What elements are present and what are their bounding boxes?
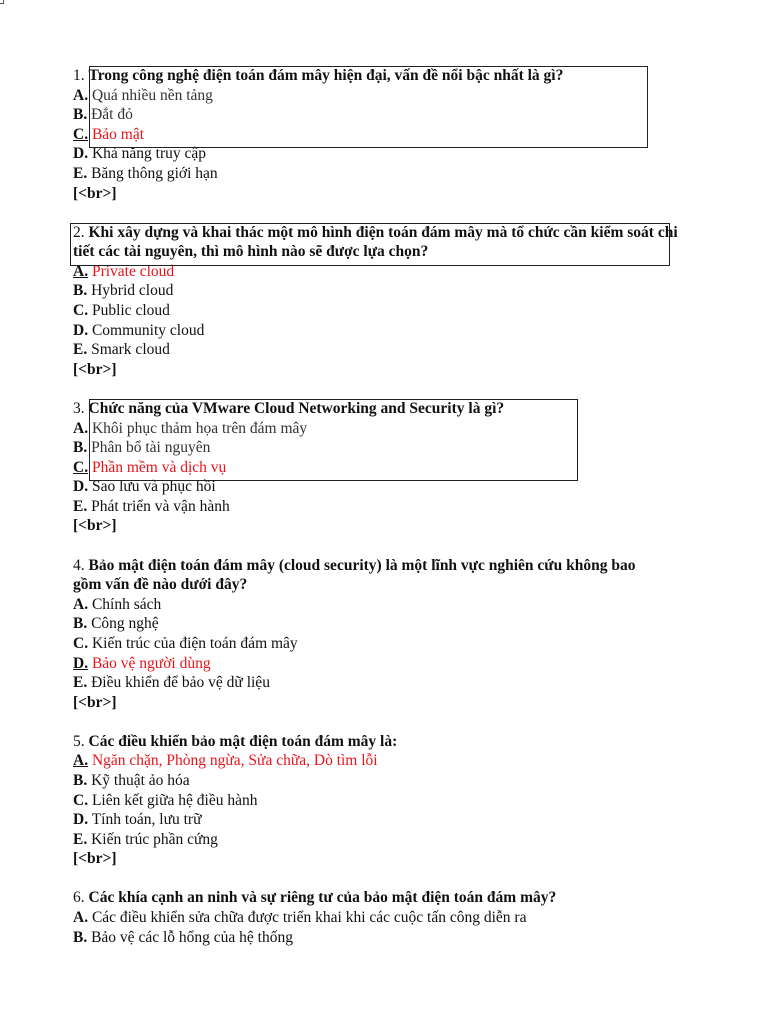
question-number: 6. xyxy=(73,889,85,907)
option-b[interactable]: B. Kỹ thuật ảo hóa xyxy=(73,772,190,789)
option-a[interactable]: A. Chính sách xyxy=(73,595,162,613)
option-d[interactable]: D. Community cloud xyxy=(73,321,205,339)
question-3 xyxy=(73,399,693,536)
question-title xyxy=(73,399,693,419)
question-1 xyxy=(73,66,693,203)
question-text: Trong công nghệ điện toán đám mây hiện đại, vấn đề nổi bậc nhất là gì? xyxy=(88,67,564,84)
question-number: 2. xyxy=(73,223,85,241)
question-text: Các điều khiển bảo mật điện toán đám mây là: xyxy=(88,732,398,750)
question-title xyxy=(73,223,678,262)
question-2 xyxy=(73,223,693,380)
option-e[interactable]: E. Phát triển và vận hành xyxy=(73,497,230,515)
question-title xyxy=(73,732,693,752)
option-a-correct[interactable]: A. Ngăn chặn, Phòng ngừa, Sửa chữa, Dò tìm lỗi xyxy=(73,752,378,770)
option-e[interactable]: E. Băng thông giới hạn xyxy=(73,164,218,182)
option-c-correct[interactable]: C. Bảo mật xyxy=(73,125,145,143)
option-b[interactable]: B. Hybrid cloud xyxy=(73,282,174,300)
option-c[interactable]: C. Kiến trúc của điện toán đám mây xyxy=(73,634,298,652)
option-d[interactable]: D. Khả năng truy cập xyxy=(73,145,207,163)
question-text: Bảo mật điện toán đám mây (cloud security) là một lĩnh vực nghiên cứu không bao gồm vấn đề nào dưới đây? xyxy=(73,556,636,594)
option-b[interactable]: B. Công nghệ xyxy=(73,615,159,633)
question-6 xyxy=(73,888,693,947)
question-number: 1. xyxy=(73,67,85,84)
question-5 xyxy=(73,732,693,869)
option-d[interactable]: D. Tính toán, lưu trữ xyxy=(73,811,202,829)
question-number: 3. xyxy=(73,399,85,417)
separator: [<br>] xyxy=(73,693,117,711)
option-a[interactable]: A. Quá nhiều nền tảng xyxy=(73,86,213,104)
question-number: 5. xyxy=(73,732,85,750)
question-text: Chức năng của VMware Cloud Networking and Security là gì? xyxy=(88,399,505,417)
question-title xyxy=(73,888,693,908)
option-b[interactable]: B. Đắt đỏ xyxy=(73,106,133,124)
option-e[interactable]: E. Smark cloud xyxy=(73,341,170,359)
separator: [<br>] xyxy=(73,517,117,535)
option-e[interactable]: E. Điều khiển để bảo vệ dữ liệu xyxy=(73,674,270,692)
separator: [<br>] xyxy=(73,184,117,202)
option-c[interactable]: C. Liên kết giữa hệ điều hành xyxy=(73,791,258,809)
option-b[interactable]: B. Phân bổ tài nguyên xyxy=(73,439,211,457)
separator: [<br>] xyxy=(73,850,117,868)
option-a-correct[interactable]: A. Private cloud xyxy=(73,262,175,280)
page-corner-mark xyxy=(0,0,4,4)
question-title xyxy=(73,66,693,86)
option-a[interactable]: A. Các điều khiển sửa chữa được triển khai khi các cuộc tấn công diễn ra xyxy=(73,909,527,927)
quiz-document xyxy=(73,66,693,967)
question-number: 4. xyxy=(73,556,85,574)
question-text: Các khía cạnh an ninh và sự riêng tư của bảo mật điện toán đám mây? xyxy=(88,889,557,907)
option-d-correct[interactable]: D. Bảo vệ người dùng xyxy=(73,654,211,672)
question-title xyxy=(73,556,663,595)
option-c[interactable]: C. Public cloud xyxy=(73,302,170,320)
option-b[interactable]: B. Bảo vệ các lỗ hổng của hệ thống xyxy=(73,928,293,946)
separator: [<br>] xyxy=(73,360,117,378)
option-a[interactable]: A. Khôi phục thảm họa trên đám mây xyxy=(73,419,308,437)
question-text: Khi xây dựng và khai thác một mô hình điện toán đám mây mà tổ chức cần kiểm soát chi tiết các tài nguyên, thì mô hình nào sẽ được lựa chọn? xyxy=(73,223,678,261)
option-e[interactable]: E. Kiến trúc phần cứng xyxy=(73,830,218,848)
option-d[interactable]: D. Sao lưu và phục hồi xyxy=(73,478,216,496)
option-c-correct[interactable]: C. Phần mềm và dịch vụ xyxy=(73,458,227,476)
question-4 xyxy=(73,556,693,713)
